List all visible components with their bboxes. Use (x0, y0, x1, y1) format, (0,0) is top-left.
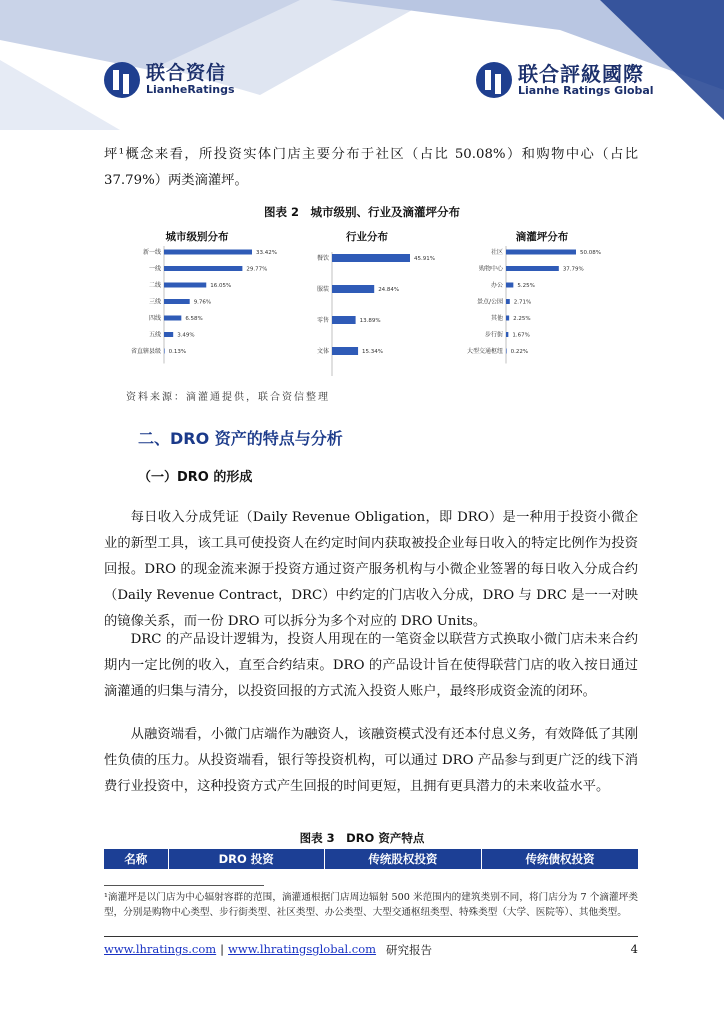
footer-separator: | (220, 942, 225, 956)
data-label: 13.89% (359, 318, 381, 324)
lianhe-ratings-logo (104, 62, 235, 98)
category-label: 餐饮 (316, 255, 329, 262)
bar (332, 285, 374, 293)
left-logo-en: LianheRatings (146, 83, 235, 97)
category-label: 四线 (148, 315, 161, 322)
bar (164, 316, 181, 321)
footnote-divider (104, 885, 264, 886)
data-label: 1.67% (512, 332, 530, 339)
table-header-dro: DRO 投资 (169, 849, 325, 869)
data-label: 6.58% (185, 316, 203, 322)
bar (164, 283, 206, 288)
footnote: ¹滴灌坪是以门店为中心辐射容群的范围，滴灌通根据门店周边辐射 500 米范围内的建筑类别不同，将门店分为 7 个滴灌坪类型，分别是购物中心类型、步行街类型、社区类型、办公类型、大型交通枢纽类型、特殊类型（大学、医院等）、其他类型。 (104, 892, 638, 918)
bar (506, 316, 509, 321)
data-label: 0.22% (510, 349, 529, 355)
chart-title: 行业分布 (346, 231, 388, 243)
data-label: 2.25% (513, 316, 531, 322)
paragraph-financing-investing: 从融资端看，小微门店端作为融资人，该融资模式没有还本付息义务，有效降低了其刚性负债的压力。从投资端看，银行等投资机构，可以通过 DRO 产品参与到更广泛的线下消费行业投资中，这种投资方式产生回报的时间更短，且拥有更具潜力的未来收益水平。 (104, 727, 638, 794)
lianhe-ratings-global-logo (476, 62, 654, 98)
chart-title: 城市级别分布 (165, 231, 229, 243)
chart-title: 滴灌坪分布 (515, 231, 569, 243)
section2-heading: 二、DRO 资产的特点与分析 (138, 429, 343, 448)
category-label: 景点/公园 (476, 298, 503, 306)
category-label: 文体 (316, 348, 329, 355)
bar (164, 349, 165, 354)
category-label: 大型交通枢纽 (466, 348, 503, 355)
figure3-caption: 图表 3 DRO 资产特点 (299, 831, 425, 845)
paragraph-drc-design: DRC 的产品设计逻辑为，投资人用现在的一笔资金以联营方式换取小微门店未来合约期内一定比例的收入，直至合约结束。DRO 的产品设计旨在使得联营门店的收入按日通过滴灌通的归集与清分，以投资回报的方式流入投资人账户，最终形成资金流的闭环。 (104, 632, 638, 699)
right-logo-cn: 联合評級國際 (518, 61, 644, 86)
left-logo-cn: 联合资信 (146, 62, 227, 85)
data-label: 16.05% (210, 283, 232, 289)
bar (332, 316, 356, 324)
bar (506, 349, 507, 354)
category-label: 二线 (148, 282, 161, 289)
data-label: 45.91% (414, 256, 435, 262)
page-number: 4 (630, 942, 638, 956)
category-label: 三线 (148, 298, 161, 306)
data-label: 5.25% (517, 283, 535, 289)
category-label: 新一线 (142, 249, 161, 256)
intro-paragraph: 坪¹概念来看，所投资实体门店主要分布于社区（占比 50.08%）和购物中心（占比 37.79%）两类滴灌坪。 (104, 147, 638, 188)
lianhe-logo-icon (104, 62, 140, 98)
footer-divider (104, 936, 638, 937)
data-label: 33.42% (256, 250, 277, 256)
data-label: 15.34% (362, 349, 384, 355)
bar (164, 299, 190, 304)
category-label: 社区 (490, 249, 503, 256)
figure2-source: 资料来源：滴灌通提供，联合资信整理 (126, 392, 330, 403)
category-label: 办公 (490, 282, 503, 289)
bar (332, 254, 410, 262)
bar (332, 347, 358, 355)
bar (164, 250, 252, 255)
subsection1-heading: （一）DRO 的形成 (138, 470, 253, 485)
category-label: 五线 (148, 331, 161, 339)
category-label: 步行街 (484, 331, 503, 339)
bar (164, 332, 173, 337)
data-label: 2.71% (513, 299, 532, 306)
table-header-equity: 传统股权投资 (325, 849, 482, 869)
bar (506, 332, 508, 337)
right-logo-en: Lianhe Ratings Global (518, 83, 654, 97)
footer-link-lhratingsglobal[interactable]: www.lhratingsglobal.com (228, 942, 377, 956)
table-header-name: 名称 (104, 849, 169, 869)
bar (164, 266, 242, 271)
data-label: 37.79% (562, 266, 584, 273)
data-label: 50.08% (580, 250, 601, 256)
data-label: 0.13% (168, 349, 187, 355)
footer-report-type: 研究报告 (386, 943, 433, 957)
page-footer (104, 942, 638, 958)
category-label: 一线 (148, 265, 161, 273)
footer-link-lhratings[interactable]: www.lhratings.com (104, 942, 217, 956)
data-label: 24.84% (378, 287, 400, 293)
category-label: 其他 (490, 315, 503, 322)
bar (506, 250, 576, 255)
category-label: 服装 (316, 286, 329, 293)
table-header-debt: 传统债权投资 (525, 852, 595, 866)
category-label: 零售 (316, 317, 329, 324)
figure2-caption: 图表 2 城市级别、行业及滴灌坪分布 (263, 205, 460, 219)
bar (506, 266, 559, 271)
dro-feature-table-header (104, 849, 638, 869)
bar (506, 283, 513, 288)
category-label: 购物中心 (478, 265, 503, 273)
data-label: 3.49% (177, 332, 195, 339)
data-label: 9.76% (193, 299, 212, 306)
bar (506, 299, 510, 304)
data-label: 29.77% (246, 266, 268, 273)
lianhe-global-logo-icon (476, 62, 512, 98)
paragraph-dro-definition: 每日收入分成凭证（Daily Revenue Obligation，即 DRO）是一种用于投资小微企业的新型工具，该工具可使投资人在约定时间内获取被投企业每日收入的特定比例作为投资回报。DRO 的现金流来源于投资方通过资产服务机构与小微企业签署的每日收入分成合约（Daily Revenue Contract，DRC）中约定的门店收入分成，DRO 与 DRC 是一一对映的镜像关系，而一份 DRO 可以拆分为多个对应的 DRO Units。 (104, 510, 638, 629)
category-label: 省直辖县级 (130, 348, 161, 355)
distribution-charts (112, 226, 632, 376)
